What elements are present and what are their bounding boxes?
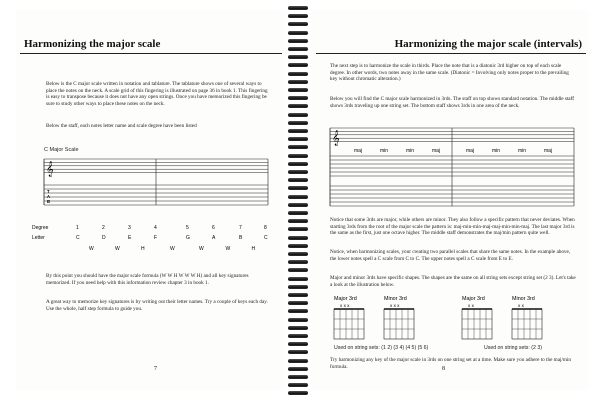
letter-value: G <box>186 235 190 241</box>
spiral-coil <box>288 14 308 18</box>
step-value: W <box>89 246 94 252</box>
letter-value: F <box>154 235 158 241</box>
right-paragraph-5: Major and minor 3rds have specific shapes. The shapes are the same on all string sets except string set (2 3). Let's take a look at the illustration below. <box>330 275 576 288</box>
left-outro-1: By this point you should have the major scale formula (W W H W W W H) and all key signatures memorized. If you need help with this information review chapter 3 in book 1. <box>46 273 249 286</box>
right-paragraph-1: The next step is to harmonize the scale in thirds. Place the note that is a diatonic 3rd higher on top of each scale degree. In other words, two notes away in the same scale. (Diatonic = Involving only notes proper to the prevailing key without chromatic alteration.) <box>330 63 569 83</box>
left-intro-paragraph: Below is the C major scale written in notation and tablature. The tablature shows one of several ways to place the notes on the neck. A scale grid of this fingering is illustrated on page 36 in book 1. This fingering is easy to transpose because it does not have any open strings. Once you have memorized this fingering be sure to study other ways to place these notes on the neck. <box>46 81 268 107</box>
step-value: H <box>141 246 145 252</box>
spiral-coil <box>288 63 308 67</box>
spiral-coil <box>288 55 308 59</box>
quality-label: min <box>406 148 415 154</box>
left-outro-2: A great way to memorize key signatures is by writing out their letter names. Try a couple of keys each day. Use the whole, half step formula to guide you. <box>46 299 268 312</box>
treble-clef: 𝄞 <box>332 130 340 145</box>
spiral-coil <box>288 154 308 158</box>
step-value: W <box>115 246 120 252</box>
spiral-coil <box>288 227 308 231</box>
treble-clef: 𝄞 <box>46 161 54 176</box>
chord-grid <box>512 309 542 339</box>
right-title-main: Harmonizing the major scale <box>394 38 531 50</box>
spiral-coil <box>288 186 308 190</box>
muted-strings: x x x <box>340 303 350 308</box>
letter-value: B <box>239 235 243 241</box>
right-paragraph-3: Notice that some 3rds are major, while others are minor. They also follow a specific pattern that never deviates. When starting 3rds from the root of the major scale the pattern is: maj-min-min-maj-maj-min-min-maj. The last major 3rd is the same as the first, just one octave higher. The middle staff demonstrates the maj/min pattern quite well. <box>330 217 575 237</box>
spiral-coil <box>288 6 308 10</box>
spiral-coil <box>288 334 308 338</box>
spiral-coil <box>288 383 308 387</box>
tab-letter-t: T <box>47 189 50 194</box>
left-header-rule <box>20 53 282 54</box>
degree-value: 1 <box>76 225 79 231</box>
left-page-title: Harmonizing the major scale <box>24 38 161 50</box>
spiral-coil <box>288 326 308 330</box>
chord-grid <box>334 309 364 339</box>
degree-value: 8 <box>264 225 267 231</box>
third-shapes-diagram <box>312 292 588 362</box>
quality-label: maj <box>466 148 475 154</box>
spiral-coil <box>288 113 308 117</box>
spiral-coil <box>288 178 308 182</box>
spiral-coil <box>288 72 308 76</box>
spiral-coil <box>288 195 308 199</box>
spiral-coil <box>288 145 308 149</box>
spiral-coil <box>288 375 308 379</box>
chord-name: Minor 3rd <box>512 296 535 302</box>
spiral-coil <box>288 129 308 133</box>
quality-label: maj <box>354 148 363 154</box>
right-paragraph-6: Try harmonizing any key of the major scale in 3rds on one string set at a time. Make sure you adhere to the maj/min formula. <box>330 357 571 370</box>
spiral-coil <box>288 104 308 108</box>
spiral-coil <box>288 342 308 346</box>
spiral-coil <box>288 268 308 272</box>
letter-value: E <box>128 235 132 241</box>
spiral-coil <box>288 80 308 84</box>
spiral-coil <box>288 39 308 43</box>
spiral-coil <box>288 285 308 289</box>
scale-label: C Major Scale <box>44 147 79 153</box>
spiral-coil <box>288 162 308 166</box>
right-page-title <box>395 38 582 50</box>
spiral-coil <box>288 350 308 354</box>
step-value: W <box>170 246 175 252</box>
chord-grid <box>384 309 414 339</box>
letter-row-label: Letter <box>32 235 45 241</box>
step-value: H <box>251 246 256 252</box>
degree-row-label: Degree <box>32 225 49 231</box>
tab-letter-b: B <box>47 199 51 204</box>
spiral-coil <box>288 309 308 313</box>
spiral-coil <box>288 318 308 322</box>
left-page <box>16 10 284 390</box>
degree-value: 3 <box>128 225 131 231</box>
degree-value: 2 <box>102 225 105 231</box>
muted-strings: x x x <box>390 303 400 308</box>
right-header-rule <box>316 53 586 54</box>
right-paragraph-4: Notice, when harmonizing scales, your creating two parallel scales that share the same notes. In the example above, the lower notes spell a C scale from C to C. The upper notes spell a C scale from E to E. <box>330 249 571 262</box>
spiral-binding <box>284 0 312 400</box>
right-page-number: 8 <box>442 366 445 372</box>
letter-value: D <box>102 235 106 241</box>
harmonized-scale-staff <box>312 118 588 228</box>
spiral-coil <box>288 137 308 141</box>
quality-label: min <box>380 148 389 154</box>
spiral-coil <box>288 22 308 26</box>
spiral-coil <box>288 252 308 256</box>
string-sets-label-2: Used on string sets: (2 3) <box>484 345 542 351</box>
tab-letter-a: A <box>47 194 51 199</box>
degree-value: 7 <box>239 225 242 231</box>
spiral-coil <box>288 96 308 100</box>
string-sets-label-1: Used on string sets: (1 2) (3 4) (4 5) (5 6) <box>334 345 429 351</box>
degree-value: 6 <box>212 225 215 231</box>
spiral-coil <box>288 219 308 223</box>
spiral-coil <box>288 244 308 248</box>
spiral-coil <box>288 203 308 207</box>
spiral-coil <box>288 293 308 297</box>
quality-label: min <box>492 148 501 154</box>
letter-value: C <box>76 235 80 241</box>
spiral-coil <box>288 367 308 371</box>
right-page <box>312 10 588 390</box>
spiral-coil <box>288 88 308 92</box>
c-major-scale-staff <box>16 155 284 275</box>
spiral-coil <box>288 260 308 264</box>
spiral-coil <box>288 277 308 281</box>
step-value: W <box>199 246 204 252</box>
chord-name: Major 3rd <box>462 296 485 302</box>
chord-name: Minor 3rd <box>384 296 407 302</box>
spiral-coil <box>288 31 308 35</box>
quality-label: maj <box>432 148 441 154</box>
left-staff-note: Below the staff, each notes letter name and scale degree have been listed <box>46 123 197 129</box>
spiral-coil <box>288 359 308 363</box>
quality-label: maj <box>544 148 553 154</box>
step-value: W <box>225 246 231 252</box>
chord-name: Major 3rd <box>334 296 357 302</box>
degree-value: 5 <box>186 225 189 231</box>
muted-strings: x x <box>468 303 474 308</box>
muted-strings: x x <box>518 303 524 308</box>
chord-grid <box>462 309 492 339</box>
spiral-coil <box>288 47 308 51</box>
left-page-number: 7 <box>154 366 157 372</box>
spiral-coil <box>288 121 308 125</box>
spiral-coil <box>288 391 308 395</box>
spiral-coil <box>288 170 308 174</box>
spiral-coil <box>288 301 308 305</box>
quality-label: min <box>518 148 527 154</box>
letter-value: C <box>264 235 268 241</box>
right-paragraph-2: Below you will find the C major scale harmonized in 3rds. The staff on top shows standard notation. The middle staff shows 3rds traveling up one string set. The bottom staff shows 3rds in one area of the neck. <box>330 96 574 109</box>
spiral-coil <box>288 236 308 240</box>
degree-value: 4 <box>154 225 157 231</box>
spiral-coil <box>288 211 308 215</box>
letter-value: A <box>212 235 216 241</box>
right-title-suffix: (intervals) <box>533 38 582 50</box>
